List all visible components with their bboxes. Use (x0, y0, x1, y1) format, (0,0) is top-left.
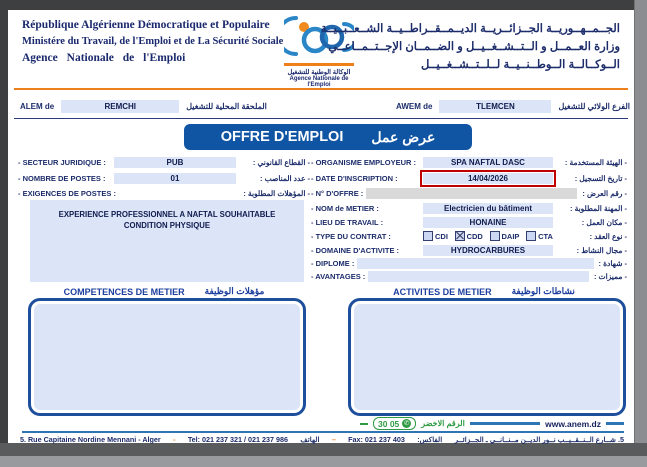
label-cdi: CDI (435, 231, 448, 241)
contrat-label: - TYPE DU CONTRAT : (311, 231, 391, 241)
metier-field[interactable]: Electricien du bâtiment (423, 203, 553, 214)
lieu-label-ar: - مكان العمل : (581, 217, 627, 227)
awem-label: AWEM de (396, 102, 433, 111)
exigences-note-line1: EXPERIENCE PROFESSIONNEL A NAFTAL SOUHAITABLE (58, 210, 276, 219)
diplome-label-ar: - شهادة : (598, 258, 627, 268)
window-frame-bottom-edge (0, 456, 647, 467)
address-fr: 5. Rue Capitaine Nordine Mennani - Alger (20, 435, 161, 444)
metier-label: - NOM de METIER : (311, 203, 379, 213)
contrat-label-ar: - نوع العقد : (589, 231, 627, 241)
page-title (184, 124, 472, 150)
header-divider (14, 88, 628, 90)
logo-caption-arabic: الوكالة الوطنية للتشغيل (287, 69, 351, 76)
footer-divider (22, 431, 624, 433)
nombre-field[interactable]: 01 (114, 173, 236, 184)
lieu-label: - LIEU DE TRAVAIL : (311, 217, 384, 227)
republic-title-ar: الجــمــهــوريــة الجــزائــريــة الديــمــقــراطــيــة الشــعــبــيــة (320, 23, 620, 35)
activites-box[interactable] (348, 298, 626, 416)
telephone-label-ar: الهاتف (300, 435, 320, 444)
competences-title: COMPETENCES DE METIER (63, 286, 185, 297)
date-field-highlighted[interactable]: 14/04/2026 (423, 173, 553, 184)
domaine-label: - DOMAINE D'ACTIVITE : (311, 245, 400, 255)
header-french (22, 19, 283, 64)
telephone: Tel: 021 237 321 / 021 237 986 (187, 435, 288, 444)
orange-separator: – (331, 435, 336, 444)
checkbox-cdi[interactable] (423, 231, 433, 241)
republic-title-fr: République Algérienne Démocratique et Populaire (22, 19, 270, 31)
footer-contact-row (360, 417, 624, 430)
domaine-label-ar: - مجال النشاط : (576, 245, 627, 255)
row-date-inscription (311, 172, 627, 184)
alem-label-ar: الملحقة المحلية للتشغيل (186, 102, 267, 111)
green-number: 30 05 (378, 418, 400, 429)
checkbox-daip[interactable] (490, 231, 500, 241)
option-cta (526, 231, 553, 241)
row-nombre-postes (18, 172, 310, 184)
row-domaine-activite (311, 244, 627, 256)
window-frame-top (0, 0, 647, 10)
agency-title-ar: الــوكــالــة الــوطــنــيــة لــلــتــشــغــيــل (421, 59, 620, 71)
awem-office (396, 100, 630, 113)
diplome-label: - DIPLOME : (311, 258, 355, 268)
nombre-label: - NOMBRE DE POSTES : (18, 173, 106, 183)
secteur-field[interactable]: PUB (114, 157, 236, 168)
metier-label-ar: - المهنة المطلوبة : (569, 203, 627, 213)
page-title-fr: OFFRE D'EMPLOI (220, 129, 344, 145)
competences-header (28, 286, 300, 297)
exigences-label: - EXIGENCES DE POSTES : (18, 188, 116, 198)
alem-label: ALEM de (20, 102, 55, 111)
green-dash (360, 423, 368, 425)
offre-field[interactable] (366, 188, 577, 199)
row-lieu-travail (311, 216, 627, 228)
phone-icon: ✆ (404, 420, 410, 427)
window-frame-bottom (0, 443, 647, 456)
avantages-field[interactable] (368, 271, 589, 282)
secteur-label-ar: - القطاع القانوني : (252, 157, 310, 167)
avantages-label: - AVANTAGES : (311, 271, 366, 281)
date-label-ar: - تاريخ التسجيل : (574, 173, 627, 183)
option-cdd (455, 231, 483, 241)
offre-label: - N° D'OFFRE : (311, 188, 364, 198)
activites-title-ar: نشاطات الوظيفة (511, 286, 575, 296)
exigences-field[interactable] (114, 188, 236, 199)
diplome-field[interactable] (357, 258, 593, 269)
row-avantages (311, 270, 627, 282)
checkbox-cta[interactable] (526, 231, 536, 241)
activites-title: ACTIVITES DE METIER (393, 286, 492, 297)
website-link[interactable]: www.anem.dz (545, 418, 601, 429)
domaine-field[interactable]: HYDROCARBURES (423, 245, 553, 256)
alem-office (20, 100, 267, 113)
row-exigences (18, 187, 310, 199)
row-organisme (311, 156, 627, 168)
activites-box-area (354, 304, 620, 410)
offre-label-ar: - رقم العرض : (582, 188, 627, 198)
label-cta: CTA (538, 231, 553, 241)
orange-separator: - (173, 435, 176, 444)
exigences-label-ar: - المؤهلات المطلوبة : (243, 188, 310, 198)
competences-title-ar: مؤهلات الوظيفة (204, 286, 265, 296)
awem-label-ar: الفرع الولائي للتشغيل (558, 102, 631, 111)
date-label: - DATE D'INSCRIPTION : (311, 173, 398, 183)
window-frame-left (0, 0, 8, 443)
fax: Fax: 021 237 403 (348, 435, 405, 444)
footer-address-line (20, 435, 624, 444)
label-daip: DAIP (501, 231, 520, 241)
document-page (8, 10, 634, 443)
page-title-ar: عرض عمل (371, 128, 436, 145)
window-frame-right (634, 0, 647, 443)
row-type-contrat (311, 230, 627, 242)
office-bar-divider (14, 118, 628, 119)
header-arabic (321, 20, 620, 74)
competences-box[interactable] (28, 298, 306, 416)
green-number-badge (373, 417, 416, 430)
green-number-label-ar: الرقم الاخضر (421, 419, 465, 428)
row-diplome (311, 257, 627, 269)
logo-caption-french: Agence Nationale de l'Emploi (289, 76, 349, 88)
option-daip (490, 231, 520, 241)
activites-header (348, 286, 620, 297)
nombre-label-ar: - عدد المناصب : (260, 173, 310, 183)
row-numero-offre (311, 187, 627, 199)
organisme-label-ar: - الهيئة المستخدمة : (564, 157, 627, 167)
row-nom-metier (311, 202, 627, 214)
awem-value-field[interactable]: TLEMCEN (439, 100, 551, 113)
agency-title-fr: Agence Nationale de l'Emploi (22, 52, 186, 64)
label-cdd: CDD (466, 231, 483, 241)
row-secteur-juridique (18, 156, 310, 168)
ministry-title-ar: وزارة العــمــل و الــتــشــغــيــل و الضــمــان الإجــتــمــاعــي (328, 41, 620, 53)
checkbox-cdd[interactable] (455, 231, 465, 241)
ministry-title-fr: Ministére du Travail, de l'Emploi et de La Sécurité Sociale (22, 36, 284, 47)
competences-box-area (34, 304, 300, 410)
lieu-field[interactable]: HONAINE (423, 217, 553, 228)
blue-line-segment (606, 422, 624, 425)
avantages-label-ar: - مميزات : (593, 271, 627, 281)
alem-value-field[interactable]: REMCHI (61, 100, 179, 113)
organisme-field[interactable]: SPA NAFTAL DASC (423, 157, 553, 168)
contract-options (423, 231, 553, 241)
address-ar: 5. شــارع الــنــقــيــب نــور الديــن مــنــانــي ـ الجــزائــر (454, 435, 624, 444)
exigences-note-box[interactable] (30, 200, 304, 282)
fax-label-ar: الفاكس: (417, 435, 443, 444)
blue-line-segment (470, 422, 540, 425)
option-cdi (423, 231, 448, 241)
organisme-label: - ORGANISME EMPLOYEUR : (311, 157, 417, 167)
secteur-label: - SECTEUR JURIDIQUE : (18, 157, 106, 167)
exigences-note-line2: CONDITION PHYSIQUE (123, 221, 211, 230)
